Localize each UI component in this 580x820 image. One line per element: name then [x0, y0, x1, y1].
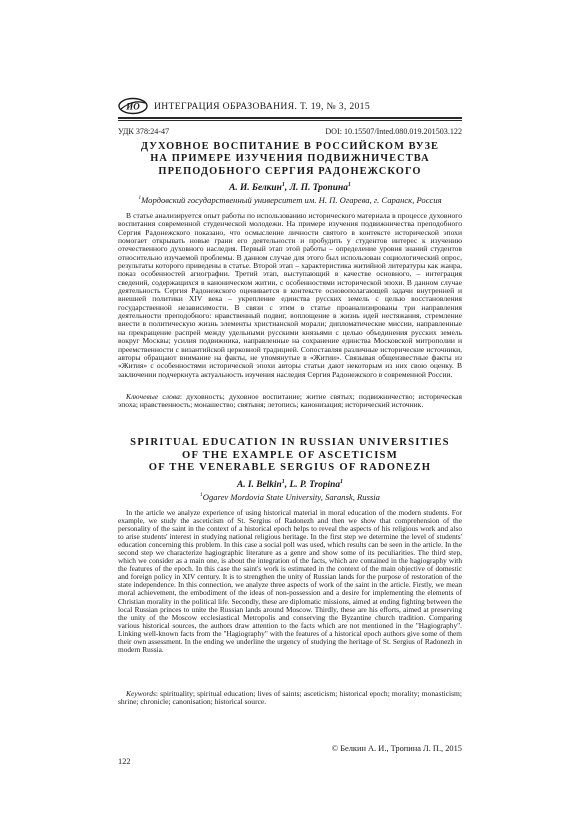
page-number: 122 — [118, 757, 131, 766]
author-affiliation-mark: 1 — [340, 478, 344, 485]
running-title: ИНТЕГРАЦИЯ ОБРАЗОВАНИЯ. Т. 19, № 3, 2015 — [154, 100, 370, 112]
copyright-notice: © Белкин А. И., Тропина Л. П., 2015 — [331, 744, 462, 753]
authors-english — [118, 480, 462, 490]
author-name: А. И. Белкин — [229, 183, 282, 193]
title-russian-line: НА ПРИМЕРЕ ИЗУЧЕНИЯ ПОДВИЖНИЧЕСТВА — [150, 153, 430, 165]
title-english-line: OF THE VENERABLE SERGIUS OF RADONEZH — [148, 462, 432, 474]
keywords-list: : духовность; духовное воспитание; житие святых; подвижничество; историческая эпоха; нравственность; монашество; святыня; летопись; канонизация; исторический источник. — [118, 392, 462, 410]
authors-russian — [118, 183, 462, 193]
keywords-label: Ключевые слова — [126, 392, 180, 401]
author-separator: , — [284, 480, 290, 490]
keywords-label: Keywords — [126, 689, 156, 698]
title-english — [118, 437, 462, 475]
title-english-line: OF THE EXAMPLE OF ASCETICISM — [182, 449, 398, 461]
journal-logo-text: ИО — [126, 101, 140, 112]
keywords-english — [118, 690, 462, 707]
keywords-russian — [118, 393, 462, 410]
title-russian-line: ДУХОВНОЕ ВОСПИТАНИЕ В РОССИЙСКОМ ВУЗЕ — [140, 141, 440, 152]
article-meta — [118, 127, 462, 136]
author-affiliation-mark: 1 — [281, 478, 285, 485]
affiliation-mark: 1 — [200, 492, 203, 499]
affiliation-russian — [118, 195, 462, 205]
affiliation-text: Мордовский государственный университет им. Н. П. Огарева, г. Саранск, Россия — [141, 195, 442, 205]
affiliation-mark: 1 — [138, 195, 142, 202]
doi: DOI: 10.15507/Inted.080.019.201503.122 — [325, 127, 462, 136]
author-name: A. I. Belkin — [236, 480, 282, 490]
author-separator: , — [284, 183, 290, 193]
title-english-line: SPIRITUAL EDUCATION IN RUSSIAN UNIVERSITIES — [130, 437, 450, 448]
journal-logo-icon — [118, 97, 148, 115]
udc-code: УДК 378:24-47 — [118, 127, 170, 136]
abstract-english: In the article we analyze experience of using historical material in moral education of the modern students. For example, we study the asceticism of St. Sergius of Radonezh and then we show that comprehension of the personality of the saint in the context of a historical epoch helps to reveal the aspects of his religious work and also to arise students' interest in studying national religious heritage. In the first step we determine the level of students' education concerning this problem. In this case a social poll was used, which results can be seen in the article. In the second step we characterize hagiographic literature as a genre and show some of its peculiarities. The third step, which we consider as a main one, is about the integration of the facts, which are contained in the hagiography with the features of the epoch. In this case the saint's work is estimated in the context of the main objective of domestic and foreign policy in XIV century. It is to strengthen the unity of Russian lands for the purpose of restoration of the state independence. In this connection, we analyze three aspects of work of the saint in the article. Firstly, we mean moral achievement, the embodiment of the ideas of non-possession and a desire for implementing the elements of Christian morality in the political life. Secondly, these are diplomatic missions, aimed at ending fighting between the local Russian princes to unite the Russian lands around Moscow. Thirdly, these are his efforts, aimed at preserving the unity of the Moscow ecclesiastical Metropolis and conserving the Byzantine church tradition. Comparing various historical sources, the authors draw attention to the facts which are not mentioned in the "Hagiography". Linking well-known facts from the "Hagiography" with the features of a historical epoch authors give some of them their own assessment. In the ending we underline the urgency of studying the heritage of St. Sergius of Radonezh in modern Russia. — [118, 508, 462, 654]
header-rule-thin — [118, 120, 462, 121]
author-name: L. P. Tropina — [289, 480, 341, 490]
journal-logo — [118, 97, 148, 115]
title-russian — [118, 141, 462, 178]
abstract-russian: В статье анализируется опыт работы по использованию исторического материала в процессе духовного воспитания современной студенческой молодежи. На примере изучения подвижничества преподобного Сергия Радонежского показано, что осмысление личности святого в контексте исторической эпохи помогает открывать новые грани его деятельности и пробудить у студентов интерес к изучению отечественного духовного наследия. Первый этап этой работы – определение уровня знаний студентов относительно изучаемой проблемы. В данном случае для этого был использован социологический опрос, результаты которого приведены в статье. Второй этап – характеристика житийной литературы как жанра, показ особенностей агиографии. Третий этап, выступающий в качестве основного, – интеграция сведений, содержащихся в каноническом житии, с особенностями исторической эпохи. В данном случае деятельность Сергия Радонежского оценивается в контексте основополагающей задачи внутренней и внешней политики XIV века – укрепление единства русских земель с целью восстановления государственной независимости. В связи с этим в статье проанализированы три направления деятельности преподобного: нравственный подвиг, воплощение в жизнь идей нестяжания, стремление внести в политическую жизнь элементы христианской морали; дипломатические миссии, направленные на прекращение распрей между удельными русскими князьями с целью объединения русских земель вокруг Москвы; усилия подвижника, направленные на сохранение единства Московской митрополии и преемственности с византийской церковной традицией. Сопоставляя различные исторические источники, авторы обращают внимание на факты, не упомянутые в «Житии». Связывая общеизвестные факты из «Жития» с особенностями исторической эпохи авторы статьи дают некоторым из них свою оценку. В заключении подчеркнута актуальность изучения наследия Сергия Радонежского в современной России. — [118, 211, 462, 379]
header-rule — [118, 117, 462, 119]
author-name: Л. П. Тропина — [289, 183, 348, 193]
author-affiliation-mark: 1 — [281, 181, 285, 188]
title-russian-line: ПРЕПОДОБНОГО СЕРГИЯ РАДОНЕЖСКОГО — [158, 165, 422, 177]
running-header — [118, 97, 462, 115]
keywords-list: : spirituality; spiritual education; lives of saints; asceticism; historical epoch; morality; monasticism; shrine; chronicle; canonisation; historical source. — [118, 689, 462, 707]
author-affiliation-mark: 1 — [347, 181, 351, 188]
affiliation-text: Ogarev Mordovia State University, Saransk, Russia — [202, 492, 380, 502]
affiliation-english — [118, 492, 462, 502]
